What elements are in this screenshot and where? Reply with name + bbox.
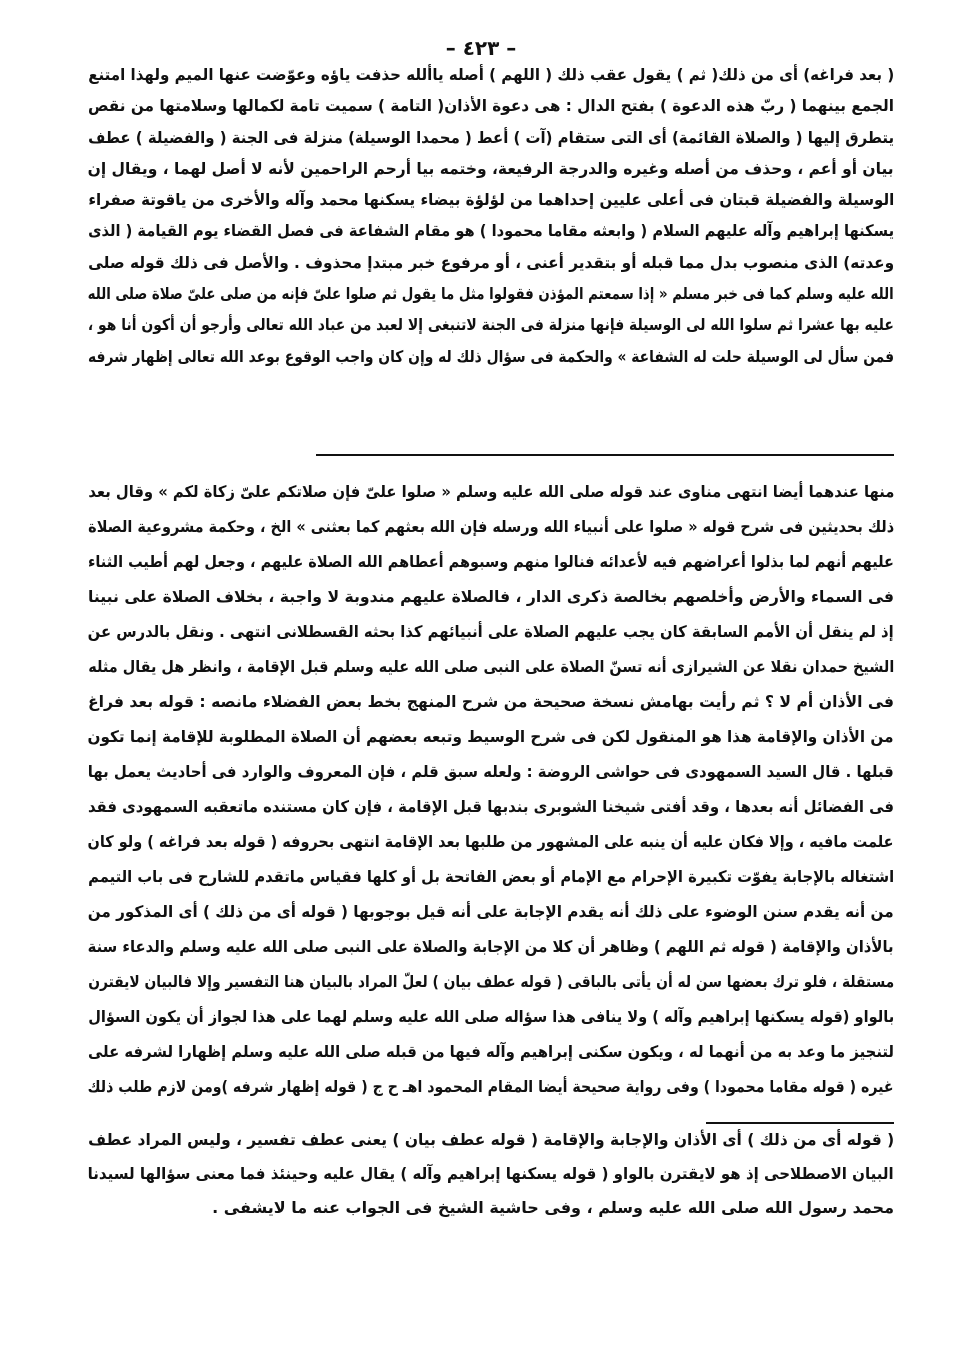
commentary-line (88, 999, 894, 1034)
line-text: وعدته) الذى منصوب بدل مما قبله أو بتقدير أعنى ، أو مرفوع خبر مبتدإ محذوف . والأصل فى ذلك قوله صلى (88, 252, 894, 272)
commentary-line (88, 649, 894, 684)
main-text-line (88, 184, 894, 215)
footnote-text (88, 1123, 894, 1225)
line-text: فى السماء والأرض وأخلصهم بخالصة ذكرى الدار ، فالصلاة عليهم مندوبة لا واجبة ، بخلاف الصلاة على نبينا (88, 587, 894, 606)
commentary-line (88, 789, 894, 824)
line-text: بالواو (قوله يسكنها إبراهيم وآله ) ولا ينافى هذا سؤاله صلى الله عليه وسلم لهما على هذا لجواز أن يكون السؤال (88, 1007, 894, 1026)
commentary-line (88, 859, 894, 894)
line-text: ( قوله أى من ذلك ) أى الأذان والإجابة والإقامة ( قوله عطف بيان ) يعنى عطف تفسير ، وليس المراد عطف (88, 1130, 894, 1149)
footnote-line (88, 1123, 894, 1157)
line-text: ذلك بحديثين فى شرح قوله « صلوا على أنبياء الله ورسله فإن الله بعثهم كما بعثنى » الخ ، وحكمة مشروعية الصلاة (88, 517, 894, 536)
line-text: منها عندهما أيضا انتهى مناوى عند قوله صلى الله عليه وسلم « صلوا علىّ فإن صلاتكم علىّ زكاة لكم » وقال بعد (88, 482, 894, 501)
commentary-line (88, 754, 894, 789)
main-text-line (88, 90, 894, 121)
line-text: بيان أو أعم ، وحذف من أصله وغيره والدرجة الرفيعة، وختمه بيا أرحم الراحمين لأنه لا أصل لهما ، ويقال إن (88, 158, 894, 178)
line-text: ( بعد فراغه) أى من ذلك( ثم ) يقول عقب ذلك ( اللهم ) أصله ياألله حذفت ياؤه وعوّضت عنها الميم ولهذا امتنع (88, 65, 894, 84)
line-text: الله عليه وسلم كما فى خبر مسلم « إذا سمعتم المؤذن فقولوا مثل ما يقول ثم صلوا علىّ فإنه من صلى علىّ صلاة صلى الله (88, 284, 894, 304)
commentary-line (88, 474, 894, 509)
commentary-line (88, 684, 894, 719)
main-text (88, 59, 894, 372)
line-text: محمد رسول الله صلى الله عليه وسلم ، وفى حاشية الشيخ فى الجواب عنه ما لايشفى . (212, 1198, 894, 1217)
line-text: البيان الاصطلاحى إذ هو لايقترن بالواو ( قوله يسكنها إبراهيم وآله ) يقال عليه وحينئذ فما معنى سؤالها لسيدنا (88, 1164, 894, 1183)
commentary-line (88, 1034, 894, 1069)
line-text: فى الفضائل أنه بعدها ، وقد أفتى شيخنا الشوبرى بندبها قبل الإقامة ، فإن كان مستنده ماتعقبه السمهودى فقد (88, 797, 894, 816)
main-text-line (88, 215, 894, 246)
commentary-line (88, 894, 894, 929)
line-text: من الأذان والإقامة هذا هو المنقول لكن فى شرح الوسيط وتبعه بعضهم أن الصلاة المطلوبة للإقامة إنما تكون (88, 727, 894, 746)
commentary-line (88, 824, 894, 859)
main-text-line (88, 309, 894, 340)
commentary-line (88, 579, 894, 614)
footnote-line (88, 1157, 894, 1191)
line-text: مستقلة ، فلو ترك بعضها سن له أن يأتى بالباقى ( قوله عطف بيان ) لعلّ المراد بالبيان هنا التفسير وإلا فالبيان لايقترن (88, 972, 894, 991)
line-text: يسكنها إبراهيم وآله عليهم السلام ( وابعثه مقاما محمودا ) هو مقام الشفاعة فى فصل القضاء يوم القيامة ( الذى (88, 221, 894, 241)
main-text-line (88, 153, 894, 184)
line-text: لتنجيز ما وعد به من أنهما له ، ويكون سكنى إبراهيم وآله فيها من قبله صلى الله عليه وسلم إظهارا لشرفه على (88, 1042, 894, 1061)
line-text: بالأذان والإقامة ( قوله ثم اللهم ) وظاهر أن كلا من الإجابة والصلاة على النبى صلى الله عليه وسلم والدعاء سنة (88, 937, 894, 956)
line-text: قبلها . قال السيد السمهودى فى حواشى الروضة : ولعله سبق قلم ، فإن المعروف والوارد فى أحاديث يعمل بها (88, 762, 894, 781)
line-text: الجمع بينهما ( ربّ هذه الدعوة ) بفتح الدال : هى دعوة الأذان( التامة ) سميت تامة لكمالها وسلامتها من نقص (88, 96, 894, 116)
line-text: إذ لم ينقل أن الأمم السابقة كان يجب عليهم الصلاة على أنبيائهم كذا بحثه القسطلانى انتهى . ونقل بالدرس عن (88, 622, 894, 641)
main-text-line (88, 122, 894, 153)
commentary-line (88, 614, 894, 649)
line-text: فى الأذان أم لا ؟ ثم رأيت بهامش نسخة صحيحة من شرح المنهج بخط بعض الفضلاء مانصه : قوله بعد فراغ (88, 692, 894, 711)
commentary-line (88, 719, 894, 754)
main-text-line (88, 341, 894, 372)
line-text: الشيخ حمدان نقلا عن الشيرازى أنه تسنّ الصلاة على النبى صلى الله عليه وسلم قبل الإقامة ، وانظر هل يقال مثله (88, 657, 894, 676)
commentary-line (88, 544, 894, 579)
main-text-line (88, 59, 894, 90)
commentary-line (88, 929, 894, 964)
commentary-line (88, 509, 894, 544)
line-text: علمت مافيه ، وإلا فكان عليه أن ينبه على المشهور من طلبها بعد الإقامة انتهى بحروفه ( قوله بعد فراغه ) ولو كان (88, 832, 894, 851)
line-text: يتطرق إليها ( والصلاة القائمة) أى التى ستقام (آت ) أعط ( محمدا الوسيلة) منزلة فى الجنة ( والفضيلة ) عطف (88, 127, 894, 147)
main-text-line (88, 247, 894, 278)
line-text: غيره ( قوله مقاما محمودا ) وفى رواية صحيحة أيضا المقام المحمود اهـ ح ج ( قوله إظهار شرفه )ومن لازم طلب ذلك (88, 1077, 894, 1096)
footnote-line (88, 1191, 894, 1225)
section-divider (316, 454, 894, 456)
line-text: الوسيلة والفضيلة قبتان فى أعلى عليين إحداهما من لؤلؤة بيضاء يسكنها محمد وآله والأخرى من ياقوتة صفراء (88, 190, 894, 210)
commentary-line (88, 964, 894, 999)
main-text-line (88, 278, 894, 309)
line-text: اشتغاله بالإجابة يفوّت تكبيرة الإحرام مع الإمام أو بعض الفاتحة بل أو كلها فقياس ماتقدم للشارح فى باب التيمم (88, 867, 894, 886)
commentary-text (88, 474, 894, 1104)
line-text: من أنه يقدم سنن الوضوء على ذلك أنه يقدم الإجابة على أنه قيل بوجوبها ( قوله أى من ذلك ) أى المذكور من (88, 902, 894, 921)
page-number: – ٤٢٣ – (445, 36, 517, 60)
commentary-line (88, 1069, 894, 1104)
line-text: عليهم أنهم لما بذلوا أعراضهم فيه لأعدائه فنالوا منهم وسبوهم أعطاهم الله الصلاة عليهم ، وجعل لهم أطيب الثناء (88, 552, 894, 571)
line-text: عليه بها عشرا ثم سلوا الله لى الوسيلة فإنها منزلة فى الجنة لاتنبغى إلا لعبد من عباد الله تعالى وأرجو أن أكون أنا هو ، (88, 315, 894, 335)
line-text: فمن سأل لى الوسيلة حلت له الشفاعة » والحكمة فى سؤال ذلك له وإن كان واجب الوقوع بوعد الله تعالى إظهار شرفه (88, 346, 894, 366)
